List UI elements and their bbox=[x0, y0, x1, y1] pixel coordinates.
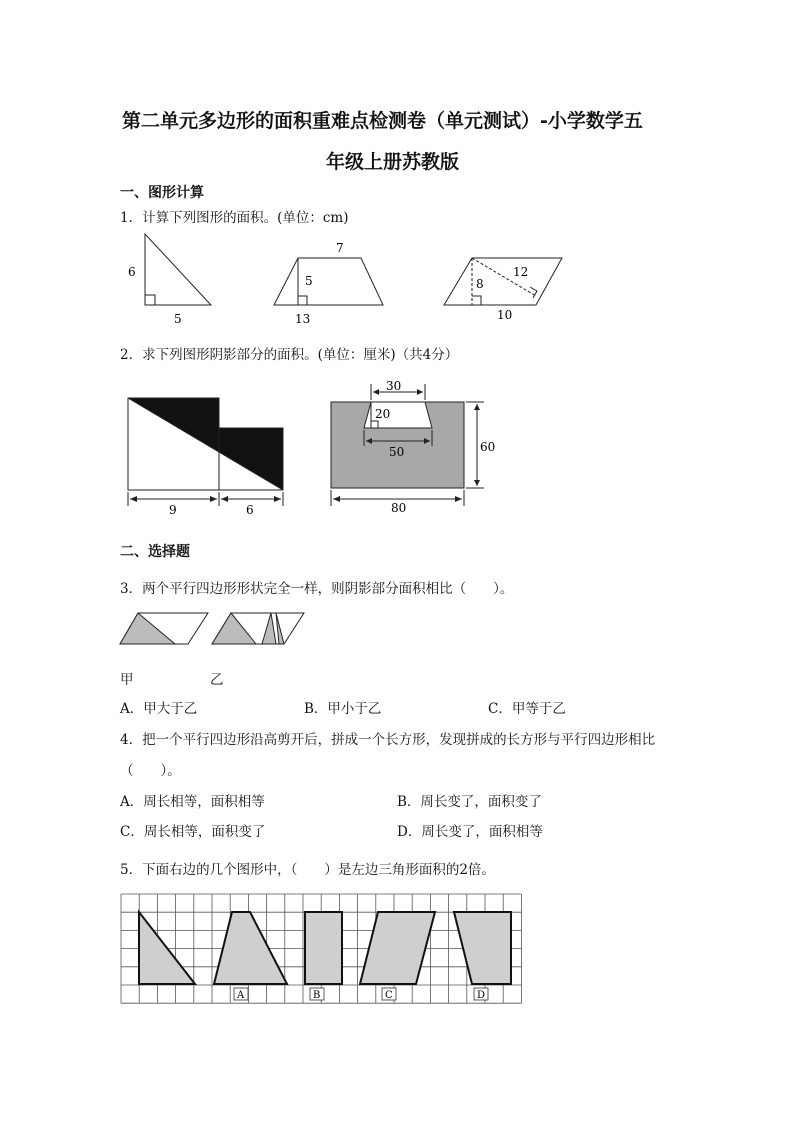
q4-option-a[interactable]: A．周长相等，面积相等 bbox=[120, 794, 265, 810]
q3-option-b[interactable]: B．甲小于乙 bbox=[304, 701, 382, 717]
trapezoid-bottom-label: 13 bbox=[295, 312, 311, 326]
trapezoid-top-label: 7 bbox=[336, 241, 344, 255]
question-5-text: 5．下面右边的几个图形中，（ ）是左边三角形面积的2倍。 bbox=[120, 862, 495, 878]
right-triangle-figure bbox=[145, 234, 211, 305]
question-5-grid-figure bbox=[0, 880, 794, 1010]
shape-c-label[interactable]: C bbox=[385, 990, 393, 1001]
triangle-height-label: 6 bbox=[128, 265, 136, 279]
q4-option-d[interactable]: D．周长变了，面积相等 bbox=[397, 824, 543, 840]
shape-d-label[interactable]: D bbox=[477, 990, 486, 1001]
parallelogram-figure bbox=[444, 258, 562, 305]
section-heading-2: 二、选择题 bbox=[120, 544, 190, 560]
fig2-height-label: 60 bbox=[480, 440, 496, 454]
fig2-bottom-label: 50 bbox=[389, 445, 405, 459]
fig2-width-label: 80 bbox=[391, 501, 407, 515]
fig1-left-label: 9 bbox=[169, 503, 177, 517]
shaded-rectangles-figure bbox=[128, 398, 283, 506]
question-3-figures bbox=[0, 605, 794, 655]
parallelogram-base-label: 10 bbox=[497, 308, 513, 322]
left-triangle-shape bbox=[139, 912, 195, 984]
shape-b-rectangle bbox=[305, 912, 342, 984]
fig1-right-label: 6 bbox=[246, 503, 254, 517]
shape-b-label[interactable]: B bbox=[313, 990, 321, 1001]
triangle-base-label: 5 bbox=[174, 312, 182, 326]
trapezoid-figure bbox=[274, 258, 383, 305]
shape-a-label[interactable]: A bbox=[237, 990, 245, 1001]
page-title-line2: 年级上册苏教版 bbox=[326, 151, 460, 173]
page-title-line1: 第二单元多边形的面积重难点检测卷（单元测试）-小学数学五 bbox=[122, 110, 643, 132]
parallelogram-yi bbox=[212, 613, 304, 644]
shaded-rectangle-with-trapezoid-figure bbox=[331, 384, 484, 506]
section-heading-1: 一、图形计算 bbox=[120, 185, 204, 201]
question-2-text: 2．求下列图形阴影部分的面积。(单位：厘米)（共4分） bbox=[120, 347, 459, 363]
fig2-inner-height-label: 20 bbox=[375, 407, 391, 421]
q3-option-a[interactable]: A．甲大于乙 bbox=[120, 701, 198, 717]
figure-label-jia: 甲 bbox=[120, 672, 134, 688]
shape-c-parallelogram bbox=[360, 912, 435, 984]
grid-shapes bbox=[139, 912, 511, 984]
question-3-text: 3．两个平行四边形形状完全一样，则阴影部分面积相比（ ）。 bbox=[120, 581, 514, 597]
q3-option-c[interactable]: C．甲等于乙 bbox=[488, 701, 566, 717]
q4-option-c[interactable]: C．周长相等，面积变了 bbox=[120, 824, 266, 840]
shape-d-trapezoid bbox=[454, 912, 511, 984]
question-1-text: 1．计算下列图形的面积。(单位：cm) bbox=[120, 210, 349, 226]
question-2-figures bbox=[0, 380, 794, 520]
question-4-text-line2: （ ）。 bbox=[120, 763, 181, 779]
figure-label-yi: 乙 bbox=[210, 672, 224, 688]
parallelogram-height-label: 8 bbox=[476, 277, 484, 291]
trapezoid-height-label: 5 bbox=[305, 274, 313, 288]
parallelogram-jia bbox=[120, 613, 208, 644]
question-1-figures bbox=[0, 0, 794, 340]
parallelogram-side-label: 12 bbox=[513, 265, 529, 279]
question-4-text-line1: 4．把一个平行四边形沿高剪开后，拼成一个长方形，发现拼成的长方形与平行四边形相比 bbox=[120, 732, 656, 748]
shape-a-trapezoid bbox=[214, 912, 287, 984]
fig2-top-label: 30 bbox=[386, 380, 402, 393]
q4-option-b[interactable]: B．周长变了，面积变了 bbox=[397, 794, 542, 810]
